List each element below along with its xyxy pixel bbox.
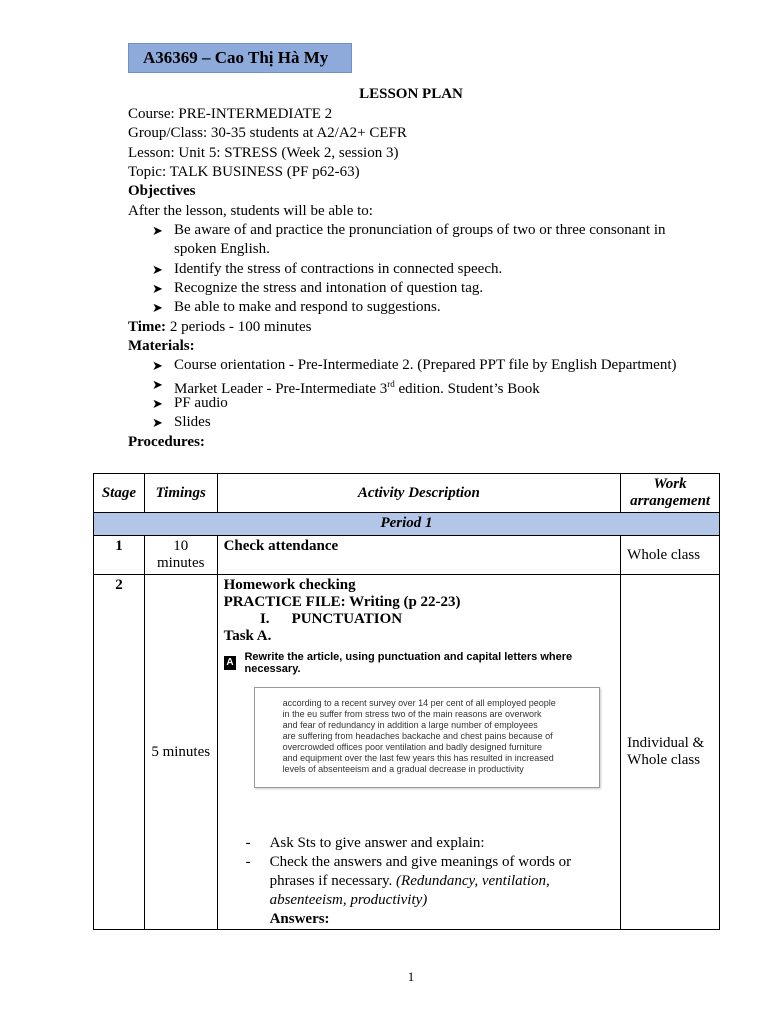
- list-item: - Ask Sts to give answer and explain:: [245, 835, 485, 851]
- arrow-bullet-icon: ➤: [152, 377, 163, 392]
- table-row: [94, 536, 720, 575]
- answers-label: Answers:: [269, 911, 330, 927]
- task-instruction: A Rewrite the article, using punctuation and capital letters where necessary.: [224, 651, 602, 675]
- material-text: Market Leader - Pre-Intermediate 3rd edition. Student’s Book: [174, 379, 540, 397]
- objective-text: Recognize the stress and intonation of question tag.: [174, 280, 484, 296]
- topic-line: Topic: TALK BUSINESS (PF p62-63): [128, 164, 360, 180]
- steps-list: [224, 834, 615, 929]
- objective-text: Be able to make and respond to suggestions.: [174, 299, 441, 315]
- arrow-bullet-icon: ➤: [152, 223, 163, 238]
- header-timings: Timings: [144, 474, 217, 513]
- work-cell: Individual & Whole class: [621, 575, 720, 930]
- arrow-bullet-icon: ➤: [152, 396, 163, 411]
- activity-cell: [217, 575, 621, 930]
- time-line: [128, 318, 311, 337]
- procedures-table: [93, 473, 720, 930]
- header-work: Work arrangement: [621, 474, 720, 513]
- time-label: Time:: [128, 319, 167, 335]
- section-heading: I. PUNCTUATION: [259, 611, 403, 627]
- task-badge: A: [224, 656, 237, 670]
- material-text: Slides: [174, 414, 211, 430]
- arrow-bullet-icon: ➤: [152, 281, 163, 296]
- procedures-heading: Procedures:: [128, 434, 205, 450]
- activity-subtitle: PRACTICE FILE: Writing (p 22-23): [223, 594, 461, 610]
- activity-cell: Check attendance: [217, 536, 621, 575]
- superscript: rd: [387, 379, 395, 389]
- stage-cell: 2: [94, 575, 145, 930]
- task-text-box: according to a recent survey over 14 per cent of all employed people in the eu suffer from stress two of the main reasons are overwork and fear of redundancy in addition a large number of employees are suffering from headaches backache and chest pains because of overcrowded offices poor ventilation and badly designed furniture and equipment over the last few years this has resulted in increased levels of absenteeism and a gradual decrease in productivity: [254, 687, 600, 788]
- work-cell: Whole class: [621, 536, 720, 575]
- material-text: PF audio: [174, 395, 228, 411]
- materials-heading: Materials:: [128, 338, 195, 354]
- table-row: [94, 575, 720, 930]
- period-row: [94, 513, 720, 536]
- objective-text: Identify the stress of contractions in connected speech.: [174, 261, 503, 277]
- arrow-bullet-icon: ➤: [152, 300, 163, 315]
- header-stage: Stage: [94, 474, 145, 513]
- timing-cell: 10 minutes: [144, 536, 217, 575]
- author-label: A36369 – Cao Thị Hà My: [128, 43, 352, 73]
- activity-title: Homework checking: [223, 577, 356, 593]
- header-activity: Activity Description: [217, 474, 621, 513]
- material-text: Course orientation - Pre-Intermediate 2. (Prepared PPT file by English Department): [174, 357, 677, 373]
- page-number: 1: [407, 969, 415, 984]
- course-line: Course: PRE-INTERMEDIATE 2: [128, 106, 333, 122]
- table-header-row: [94, 474, 720, 513]
- period-label: Period 1: [94, 513, 720, 536]
- objectives-intro: After the lesson, students will be able to:: [128, 203, 373, 219]
- list-item: - Check the answers and give meanings of words or phrases if necessary. (Redundancy, ventilation, absenteeism, productivity): [245, 854, 572, 908]
- time-value: 2 periods - 100 minutes: [166, 319, 312, 335]
- timing-cell: 5 minutes: [144, 575, 217, 930]
- arrow-bullet-icon: ➤: [152, 415, 163, 430]
- lesson-line: Lesson: Unit 5: STRESS (Week 2, session 3): [128, 145, 399, 161]
- stage-cell: 1: [94, 536, 145, 575]
- task-image: [224, 651, 602, 788]
- document-title: LESSON PLAN: [359, 86, 463, 102]
- arrow-bullet-icon: ➤: [152, 262, 163, 277]
- group-line: Group/Class: 30-35 students at A2/A2+ CEFR: [128, 125, 407, 141]
- objective-text: Be aware of and practice the pronunciation of groups of two or three consonant in spoken English.: [174, 222, 666, 257]
- task-label: Task A.: [223, 628, 272, 644]
- objectives-heading: Objectives: [128, 183, 196, 199]
- arrow-bullet-icon: ➤: [152, 358, 163, 373]
